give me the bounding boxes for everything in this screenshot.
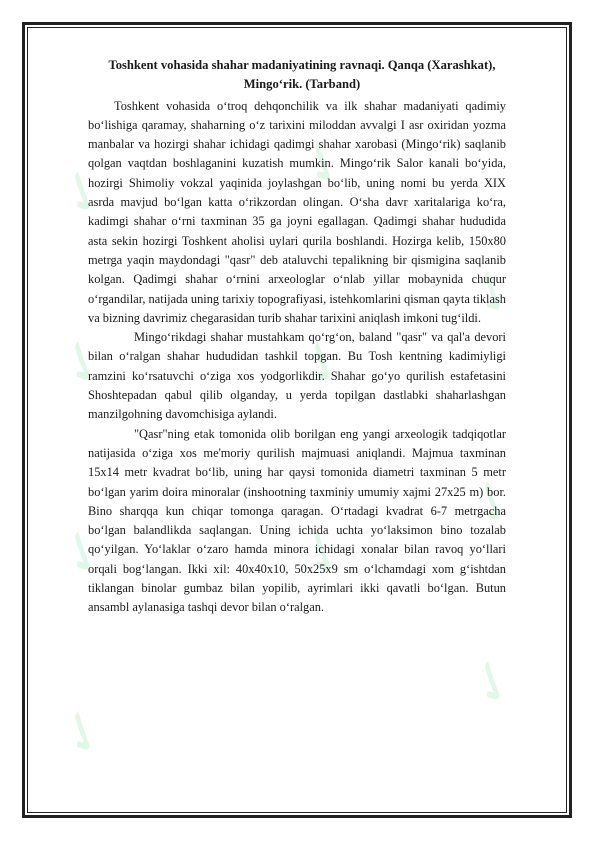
document-body — [88, 56, 506, 618]
watermark-mark: ✓ — [283, 324, 364, 401]
paragraph-1: Toshkent vohasida o‘troq dehqonchilik va ilk shahar madaniyati qadimiy bo‘lishiga qaramay, shaharning o‘z tarixini miloddan avvalgi I asr oxiridan yozma manbalar va hozirgi shahar ichidagi qadimgi shahar xarobasi (Mingo‘rik) saqlanib qolgan vaqtdan boshlaganini kuzatish mumkin. Mingo‘rik Salor kanali bo‘yida, hozirgi Shimoliy vokzal yaqinida joylashgan bo‘lib, uning nomi bu yerda XIX asrda mavjud bo‘lgan katta o‘rikzordan olingan. O‘sha davr xaritalariga ko‘ra, kadimgi shahar o‘rni taxminan 35 ga joyni egallagan. Qadimgi shahar hududida asta sekin hozirgi Toshkent aholisi uylari qurila boshlandi. Hozirga kelib, 150x80 metrga yaqin maydondagi "qasr" deb ataluvchi tepalikning bir qismigina saqlanib kolgan. Qadimgi shahar o‘rnini arxeologlar o‘nlab yillar mobaynida chuqur o‘rgandilar, natijada uning tarixiy topografiyasi, istehkomlarini qisman qayta tiklash va bizning davrimiz chegarasidan turib shahar tarixini aniqlash imkoni tug‘ildi. — [88, 98, 506, 325]
paragraph-3: "Qasr"ning etak tomonida olib borilgan eng yangi arxeologik tadqiqotlar natijasida o‘ziga xos me'moriy qurilish majmuasi aniqlandi. Majmua taxminan 15x14 metr kvadrat bo‘lib, uning har qaysi tomonida diametri taxminan 5 metr bo‘lgan yarim doira minoralar (inshootning taxminiy umumiy xajmi 27x25 m) bor. Bino sharqqa kun chiqar tomonga qaragan. O‘rtadagi kvadrat 6-7 metrgacha bo‘lgan balandlikda saqlangan. Uning ichida uchta yo‘laksimon bino tozalab qo‘yilgan. Yo‘laklar o‘zaro hamda minora ichidagi xonalar bilan ravoq yo‘llari orqali bog‘langan. Ikki xil: 40x40x10, 50x25x9 sm o‘lchamdagi xom g‘ishtdan tiklangan binolar gumbaz bilan yopilib, ayrimlari ikki qavatli bo‘lgan. Butun ansambl aylanasiga tashqi devor bilan o‘ralgan. — [88, 426, 506, 615]
paragraph-2: Mingo‘rikdagi shahar mustahkam qo‘rg‘on, baland "qasr" va qal'a devori bilan o‘ralgan shahar hududidan tashkil topgan. Bu Tosh kentning kadimiyligi ramzini ko‘rsatuvchi o‘ziga xos yodgorlikdir. Shahar go‘yo qurilish estafetasini Shoshtepadan qabul qilib olganday, u yerda topilgan dastlabki shaharlashgan manzilgohning davomchisiga aylandi. — [88, 330, 506, 422]
watermark-mark: ✓ — [43, 694, 124, 771]
watermark-mark: ✓ — [453, 644, 534, 721]
watermark-mark: ✓ — [43, 324, 124, 401]
watermark-mark: ✓ — [43, 154, 124, 231]
document-title — [88, 56, 506, 95]
watermark-mark: ✓ — [453, 464, 534, 541]
watermark-mark: ✓ — [453, 254, 534, 331]
watermark-mark: ✓ — [283, 124, 364, 201]
title-line-2: Mingo‘rik. (Tarband) — [243, 77, 361, 92]
watermark-mark: ✓ — [283, 514, 364, 591]
title-line-1: Toshkent vohasida shahar madaniyatining ravnaqi. Qanqa (Xarashkat), — [108, 58, 496, 72]
watermark-mark: ✓ — [43, 514, 124, 591]
